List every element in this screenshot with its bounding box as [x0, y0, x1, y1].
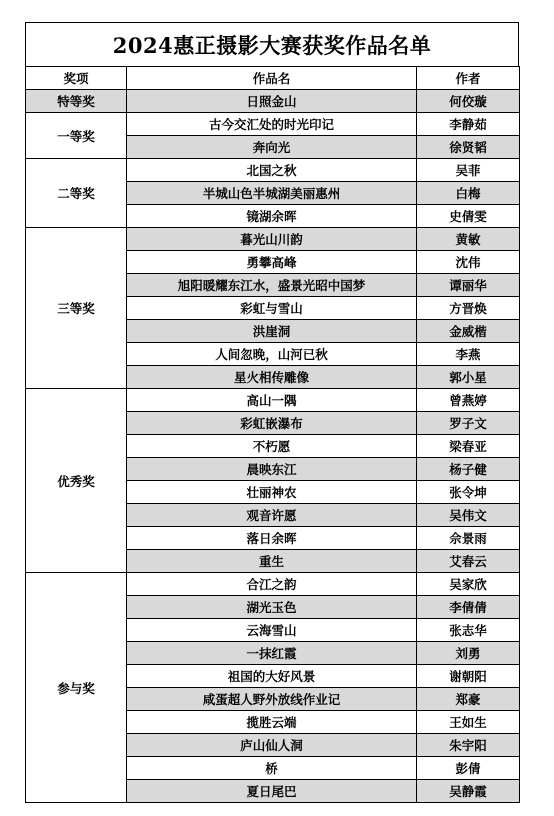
- header-author: 作者: [417, 67, 520, 90]
- award-sheet: [25, 22, 519, 803]
- work-title: 勇攀高峰: [127, 251, 417, 274]
- author-name: 史倩雯: [417, 205, 520, 228]
- work-title: 祖国的大好风景: [127, 665, 417, 688]
- author-name: 徐贤韬: [417, 136, 520, 159]
- table-row: [26, 90, 520, 113]
- award-level: 一等奖: [26, 113, 127, 159]
- author-name: 李静茹: [417, 113, 520, 136]
- author-name: 谭丽华: [417, 274, 520, 297]
- work-title: 彩虹与雪山: [127, 297, 417, 320]
- work-title: 旭阳暖耀东江水，盛景光昭中国梦: [127, 274, 417, 297]
- award-level: 二等奖: [26, 159, 127, 228]
- work-title: 观音许愿: [127, 504, 417, 527]
- award-level: 参与奖: [26, 573, 127, 803]
- work-title: 一抹红霞: [127, 642, 417, 665]
- work-title: 云海雪山: [127, 619, 417, 642]
- table-body: [26, 90, 520, 803]
- award-level: 三等奖: [26, 228, 127, 389]
- work-title: 壮丽神农: [127, 481, 417, 504]
- author-name: 黄敏: [417, 228, 520, 251]
- author-name: 郭小星: [417, 366, 520, 389]
- author-name: 金威楷: [417, 320, 520, 343]
- table-row: [26, 113, 520, 136]
- work-title: 夏日尾巴: [127, 780, 417, 803]
- work-title: 咸蛋超人野外放线作业记: [127, 688, 417, 711]
- author-name: 白梅: [417, 182, 520, 205]
- author-name: 王如生: [417, 711, 520, 734]
- author-name: 罗子文: [417, 412, 520, 435]
- table-row: [26, 389, 520, 412]
- work-title: 古今交汇处的时光印记: [127, 113, 417, 136]
- author-name: 谢朝阳: [417, 665, 520, 688]
- header-award: 奖项: [26, 67, 127, 90]
- author-name: 李燕: [417, 343, 520, 366]
- work-title: 星火相传雕像: [127, 366, 417, 389]
- author-name: 郑豪: [417, 688, 520, 711]
- work-title: 晨映东江: [127, 458, 417, 481]
- author-name: 张令坤: [417, 481, 520, 504]
- author-name: 曾燕婷: [417, 389, 520, 412]
- work-title: 高山一隅: [127, 389, 417, 412]
- table-header-row: [26, 67, 520, 90]
- work-title: 揽胜云端: [127, 711, 417, 734]
- work-title: 落日余晖: [127, 527, 417, 550]
- table-row: [26, 573, 520, 596]
- author-name: 沈伟: [417, 251, 520, 274]
- work-title: 暮光山川韵: [127, 228, 417, 251]
- author-name: 李倩倩: [417, 596, 520, 619]
- author-name: 朱宇阳: [417, 734, 520, 757]
- work-title: 湖光玉色: [127, 596, 417, 619]
- author-name: 刘勇: [417, 642, 520, 665]
- work-title: 日照金山: [127, 90, 417, 113]
- work-title: 不朽愿: [127, 435, 417, 458]
- author-name: 吴家欣: [417, 573, 520, 596]
- header-work: 作品名: [127, 67, 417, 90]
- author-name: 佘景雨: [417, 527, 520, 550]
- author-name: 吴菲: [417, 159, 520, 182]
- award-level: 特等奖: [26, 90, 127, 113]
- work-title: 桥: [127, 757, 417, 780]
- author-name: 杨子健: [417, 458, 520, 481]
- author-name: 梁春亚: [417, 435, 520, 458]
- author-name: 吴静霞: [417, 780, 520, 803]
- work-title: 镜湖余晖: [127, 205, 417, 228]
- author-name: 吴伟文: [417, 504, 520, 527]
- author-name: 何佼璇: [417, 90, 520, 113]
- table-row: [26, 159, 520, 182]
- work-title: 彩虹嵌瀑布: [127, 412, 417, 435]
- work-title: 庐山仙人洞: [127, 734, 417, 757]
- work-title: 合江之韵: [127, 573, 417, 596]
- work-title: 人间忽晚，山河已秋: [127, 343, 417, 366]
- award-level: 优秀奖: [26, 389, 127, 573]
- work-title: 半城山色半城湖美丽惠州: [127, 182, 417, 205]
- work-title: 洪崖洞: [127, 320, 417, 343]
- work-title: 奔向光: [127, 136, 417, 159]
- work-title: 重生: [127, 550, 417, 573]
- author-name: 方晋焕: [417, 297, 520, 320]
- author-name: 张志华: [417, 619, 520, 642]
- author-name: 艾春云: [417, 550, 520, 573]
- author-name: 彭倩: [417, 757, 520, 780]
- page-title: 2024惠正摄影大赛获奖作品名单: [25, 22, 519, 66]
- award-table: [25, 66, 520, 803]
- work-title: 北国之秋: [127, 159, 417, 182]
- table-row: [26, 228, 520, 251]
